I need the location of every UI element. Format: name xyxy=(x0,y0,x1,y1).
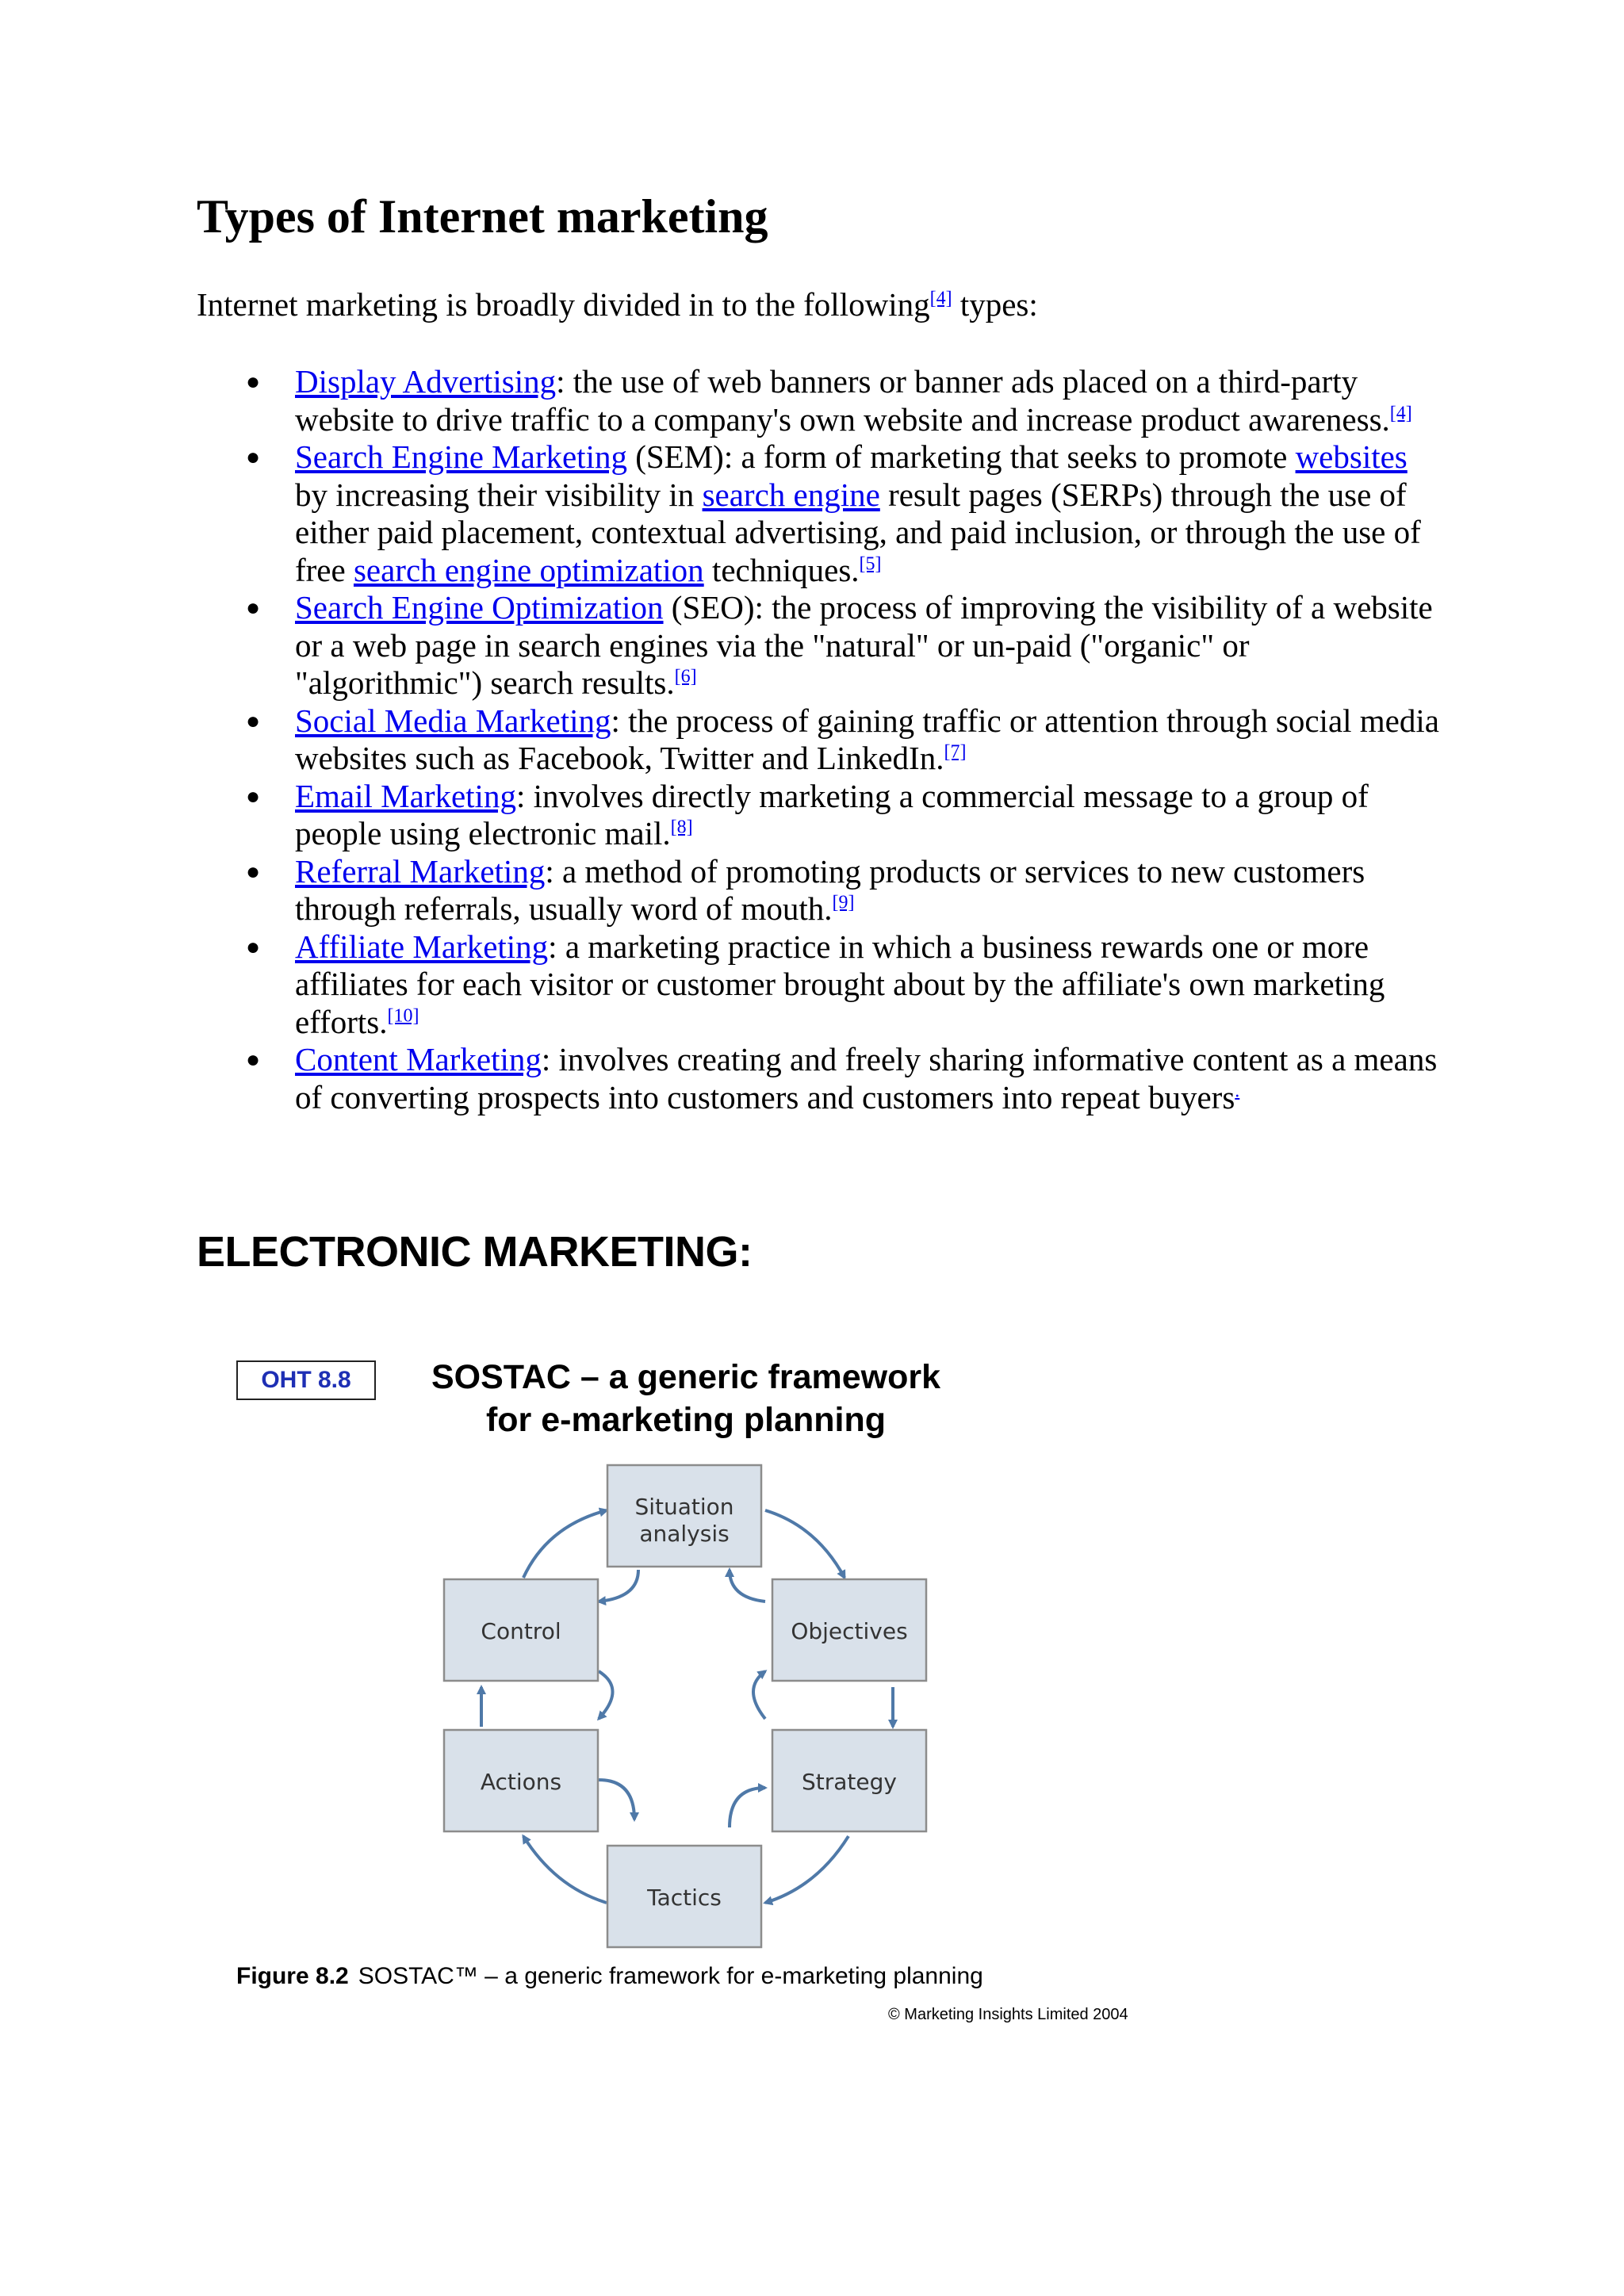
bullet-icon: ● xyxy=(246,1047,261,1073)
list-item-social-media: ● Social Media Marketing: the process of gaining traffic or attention through social media websites such as Facebook, Twitter and LinkedIn.[7] xyxy=(246,702,1439,776)
intro-text-end: types: xyxy=(952,286,1038,323)
page-title: Types of Internet marketing xyxy=(197,190,768,243)
figure-caption-label: Figure 8.2 xyxy=(236,1963,349,1989)
oht-badge: OHT 8.8 xyxy=(236,1360,376,1400)
citation-link[interactable]: [4] xyxy=(929,288,952,309)
box-label-situation-line2: analysis xyxy=(639,1521,730,1547)
box-label-strategy: Strategy xyxy=(802,1769,897,1795)
list-item-text: the process of improving the visibility of a website or a web page in search engines via the "natural" or un-paid ("organic" or "algorithmic") search results. xyxy=(295,589,1433,701)
arrow-tactics-to-actions xyxy=(523,1836,607,1903)
seo-inline-link[interactable]: search engine optimization xyxy=(353,551,704,588)
bullet-icon: ● xyxy=(246,595,261,621)
feedback-actions-to-tactics xyxy=(599,1780,634,1820)
email-marketing-link[interactable]: Email Marketing xyxy=(295,777,516,814)
bullet-icon: ● xyxy=(246,707,261,734)
list-item-referral: ● Referral Marketing: a method of promoting products or services to new customers through referrals, usually word of mouth.[9] xyxy=(246,852,1365,927)
websites-link[interactable]: websites xyxy=(1295,438,1408,475)
list-item-text: the process of gaining traffic or attention through social media websites such as Facebook, Twitter and LinkedIn. xyxy=(295,702,1439,776)
feedback-situation-to-control xyxy=(599,1570,638,1601)
figure-title-line2: for e-marketing planning xyxy=(485,1401,887,1439)
copyright-note: © Marketing Insights Limited 2004 xyxy=(888,2006,1128,2023)
list-item-text: a method of promoting products or services to new customers through referrals, usually word of mouth. xyxy=(295,852,1365,927)
feedback-control-to-actions xyxy=(599,1671,613,1719)
bullet-icon: ● xyxy=(246,933,261,960)
arrow-strategy-to-tactics xyxy=(765,1836,848,1903)
seo-link[interactable]: Search Engine Optimization xyxy=(295,589,664,626)
box-label-control: Control xyxy=(481,1618,561,1644)
citation-link[interactable]: [9] xyxy=(832,892,855,913)
citation-link[interactable]: [6] xyxy=(674,666,697,687)
list-item-text: involves directly marketing a commercial message to a group of people using electronic mail. xyxy=(295,777,1369,851)
bullet-icon: ● xyxy=(246,783,261,809)
citation-link[interactable]: [8] xyxy=(670,817,693,838)
citation-link[interactable]: [5] xyxy=(859,553,882,574)
bullet-icon: ● xyxy=(246,444,261,470)
citation-link[interactable]: [10] xyxy=(387,1004,419,1026)
figure-caption-text: SOSTAC™ – a generic framework for e-marketing planning xyxy=(358,1963,983,1989)
list-item-email: ● Email Marketing: involves directly marketing a commercial message to a group of people using electronic mail.[8] xyxy=(246,777,1369,851)
feedback-objectives-to-situation xyxy=(730,1570,765,1601)
list-item-text: involves creating and freely sharing informative content as a means of converting prospects into customers and customers into repeat buyers xyxy=(295,1041,1438,1115)
citation-link[interactable]: [7] xyxy=(944,741,967,763)
arrow-situation-to-objectives xyxy=(765,1510,845,1578)
list-item-seo: ● Search Engine Optimization (SEO): the process of improving the visibility of a website or a web page in search engines via the "natural" or un-paid ("organic" or "algorithmic") search results.[6] xyxy=(246,589,1433,701)
list-item-content: ● Content Marketing: involves creating and freely sharing informative content as a means of converting prospects into customers and customers into repeat buyers. xyxy=(246,1041,1438,1115)
list-item-sem: ● Search Engine Marketing (SEM): a form of marketing that seeks to promote websites by increasing their visibility in search engine result pages (SERPs) through the use of either paid placement, contextual advertising, and paid inclusion, or through the use of free search engine optimization techniques.[5] xyxy=(246,438,1421,588)
box-label-actions: Actions xyxy=(480,1769,562,1795)
arrow-control-to-situation xyxy=(523,1510,607,1578)
bullet-icon: ● xyxy=(246,858,261,885)
list-item-text: the use of web banners or banner ads placed on a third-party website to drive traffic to a company's own website and increase product awareness. xyxy=(295,363,1390,438)
list-item-display-advertising: ● Display Advertising: the use of web banners or banner ads placed on a third-party website to drive traffic to a company's own website and increase product awareness.[4] xyxy=(246,363,1412,438)
section-heading: ELECTRONIC MARKETING: xyxy=(197,1228,753,1276)
search-engine-link[interactable]: search engine xyxy=(702,476,880,513)
sem-link[interactable]: Search Engine Marketing xyxy=(295,438,627,475)
affiliate-marketing-link[interactable]: Affiliate Marketing xyxy=(295,928,549,965)
feedback-strategy-to-objectives xyxy=(753,1671,765,1719)
citation-link[interactable]: . xyxy=(1235,1080,1240,1101)
feedback-tactics-to-strategy xyxy=(730,1788,765,1827)
box-label-tactics: Tactics xyxy=(647,1885,722,1911)
bullet-icon: ● xyxy=(246,369,261,395)
content-marketing-link[interactable]: Content Marketing xyxy=(295,1041,542,1077)
box-label-situation-line1: Situation xyxy=(634,1494,734,1520)
figure-title-line1: SOSTAC – a generic framework xyxy=(431,1358,941,1396)
figure-caption xyxy=(236,1963,983,1990)
social-media-marketing-link[interactable]: Social Media Marketing xyxy=(295,702,611,739)
list-item-text: a marketing practice in which a business rewards one or more affiliates for each visitor or customer brought about by the affiliate's own marketing efforts. xyxy=(295,928,1385,1040)
list-item-affiliate: ● Affiliate Marketing: a marketing practice in which a business rewards one or more affiliates for each visitor or customer brought about by the affiliate's own marketing efforts.[10] xyxy=(246,928,1385,1040)
display-advertising-link[interactable]: Display Advertising xyxy=(295,363,557,400)
box-label-objectives: Objectives xyxy=(791,1618,908,1644)
intro-text: Internet marketing is broadly divided in to the following xyxy=(197,286,930,323)
citation-link[interactable]: [4] xyxy=(1389,402,1412,423)
referral-marketing-link[interactable]: Referral Marketing xyxy=(295,852,546,890)
